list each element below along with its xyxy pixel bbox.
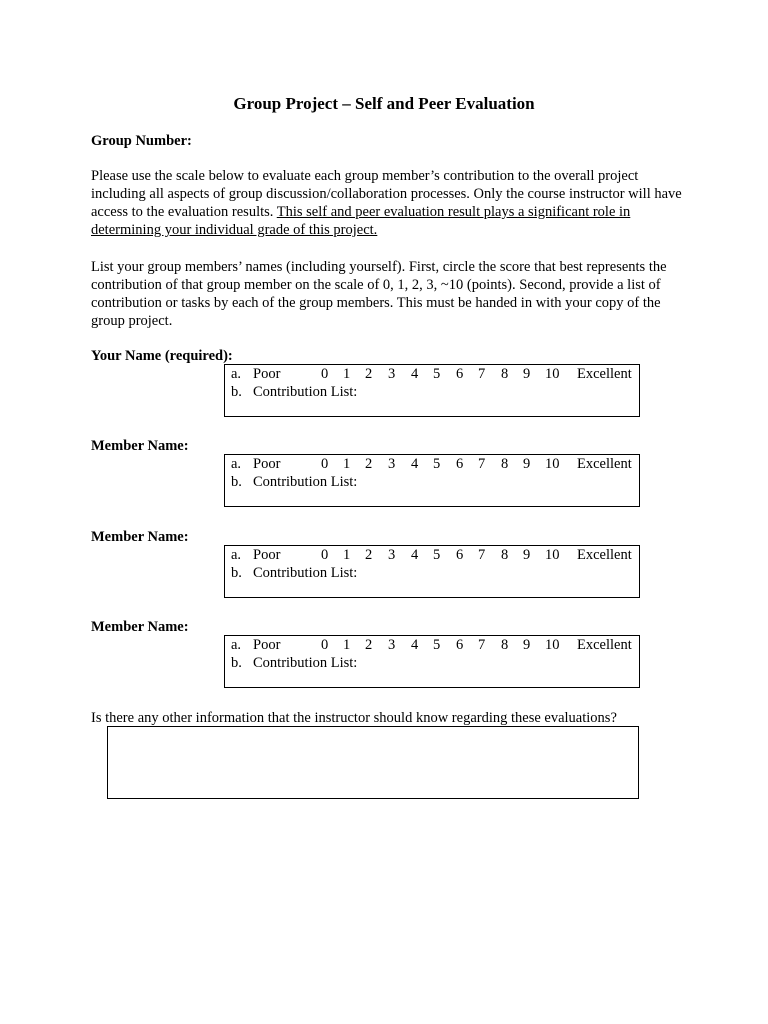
item-marker-b: b. bbox=[231, 474, 242, 490]
poor-label: Poor bbox=[253, 456, 281, 472]
score-option[interactable]: 0 bbox=[321, 547, 329, 563]
score-option[interactable]: 1 bbox=[343, 456, 351, 472]
score-option[interactable]: 0 bbox=[321, 366, 329, 382]
poor-label: Poor bbox=[253, 637, 281, 653]
intro-paragraph bbox=[91, 167, 691, 239]
excellent-label: Excellent bbox=[577, 637, 632, 653]
item-marker-b: b. bbox=[231, 565, 242, 581]
score-option[interactable]: 3 bbox=[388, 547, 396, 563]
score-option[interactable]: 4 bbox=[411, 547, 419, 563]
member-name-label: Member Name: bbox=[91, 438, 189, 454]
item-marker-a: a. bbox=[231, 456, 242, 472]
score-option[interactable]: 10 bbox=[545, 366, 560, 382]
score-option[interactable]: 0 bbox=[321, 456, 329, 472]
score-option[interactable]: 5 bbox=[433, 637, 441, 653]
score-option[interactable]: 10 bbox=[545, 456, 560, 472]
score-option[interactable]: 0 bbox=[321, 637, 329, 653]
item-marker-b: b. bbox=[231, 655, 242, 671]
score-option[interactable]: 1 bbox=[343, 366, 351, 382]
score-option[interactable]: 6 bbox=[456, 456, 464, 472]
rating-box bbox=[224, 545, 640, 598]
score-option[interactable]: 3 bbox=[388, 366, 396, 382]
contribution-list-label: Contribution List: bbox=[253, 655, 358, 671]
item-marker-b: b. bbox=[231, 384, 242, 400]
score-option[interactable]: 8 bbox=[501, 637, 509, 653]
intro-underlined-text: This self and peer evaluation result plays a significant role in determining your individual grade of this project. bbox=[91, 204, 631, 238]
rating-box bbox=[224, 364, 640, 417]
score-option[interactable]: 2 bbox=[365, 547, 373, 563]
score-option[interactable]: 7 bbox=[478, 366, 486, 382]
score-option[interactable]: 4 bbox=[411, 366, 419, 382]
rating-scale-row bbox=[231, 636, 635, 654]
score-option[interactable]: 5 bbox=[433, 456, 441, 472]
score-option[interactable]: 7 bbox=[478, 547, 486, 563]
member-name-label: Member Name: bbox=[91, 529, 189, 545]
score-option[interactable]: 7 bbox=[478, 456, 486, 472]
score-option[interactable]: 9 bbox=[523, 366, 531, 382]
score-option[interactable]: 3 bbox=[388, 456, 396, 472]
score-option[interactable]: 10 bbox=[545, 547, 560, 563]
excellent-label: Excellent bbox=[577, 547, 632, 563]
instructions-paragraph: List your group members’ names (including yourself). First, circle the score that best represents the contribution of that group member on the scale of 0, 1, 2, 3, ~10 (points). Second, provide a list of contribution or tasks by each of the group members. This must be handed in with your copy of the group project. bbox=[91, 259, 667, 329]
score-option[interactable]: 7 bbox=[478, 637, 486, 653]
excellent-label: Excellent bbox=[577, 366, 632, 382]
intro-text: Please use the scale below to evaluate each group member’s contribution to the overall project including all aspects of group discussion/collaboration processes. Only the course instructor will have access to the evaluation results. bbox=[91, 168, 682, 220]
other-info-box[interactable] bbox=[107, 726, 639, 799]
score-option[interactable]: 8 bbox=[501, 456, 509, 472]
score-option[interactable]: 1 bbox=[343, 547, 351, 563]
rating-scale-row bbox=[231, 365, 635, 383]
score-option[interactable]: 5 bbox=[433, 547, 441, 563]
score-option[interactable]: 2 bbox=[365, 637, 373, 653]
group-number-label: Group Number: bbox=[91, 133, 192, 149]
score-option[interactable]: 4 bbox=[411, 456, 419, 472]
score-option[interactable]: 3 bbox=[388, 637, 396, 653]
contribution-list-label: Contribution List: bbox=[253, 384, 358, 400]
score-option[interactable]: 4 bbox=[411, 637, 419, 653]
score-option[interactable]: 9 bbox=[523, 637, 531, 653]
score-option[interactable]: 9 bbox=[523, 456, 531, 472]
score-option[interactable]: 6 bbox=[456, 547, 464, 563]
your-name-label: Your Name (required): bbox=[91, 348, 233, 364]
rating-scale-row bbox=[231, 546, 635, 564]
item-marker-a: a. bbox=[231, 637, 242, 653]
score-option[interactable]: 6 bbox=[456, 366, 464, 382]
item-marker-a: a. bbox=[231, 366, 242, 382]
score-option[interactable]: 5 bbox=[433, 366, 441, 382]
rating-box bbox=[224, 454, 640, 507]
page-title: Group Project – Self and Peer Evaluation bbox=[233, 94, 535, 113]
score-option[interactable]: 8 bbox=[501, 366, 509, 382]
contribution-list-label: Contribution List: bbox=[253, 565, 358, 581]
score-option[interactable]: 8 bbox=[501, 547, 509, 563]
member-name-label: Member Name: bbox=[91, 619, 189, 635]
item-marker-a: a. bbox=[231, 547, 242, 563]
poor-label: Poor bbox=[253, 547, 281, 563]
other-info-question: Is there any other information that the instructor should know regarding these evaluations? bbox=[91, 710, 617, 726]
score-option[interactable]: 2 bbox=[365, 456, 373, 472]
contribution-list-label: Contribution List: bbox=[253, 474, 358, 490]
rating-box bbox=[224, 635, 640, 688]
rating-scale-row bbox=[231, 455, 635, 473]
excellent-label: Excellent bbox=[577, 456, 632, 472]
score-option[interactable]: 1 bbox=[343, 637, 351, 653]
score-option[interactable]: 2 bbox=[365, 366, 373, 382]
score-option[interactable]: 9 bbox=[523, 547, 531, 563]
score-option[interactable]: 6 bbox=[456, 637, 464, 653]
poor-label: Poor bbox=[253, 366, 281, 382]
score-option[interactable]: 10 bbox=[545, 637, 560, 653]
